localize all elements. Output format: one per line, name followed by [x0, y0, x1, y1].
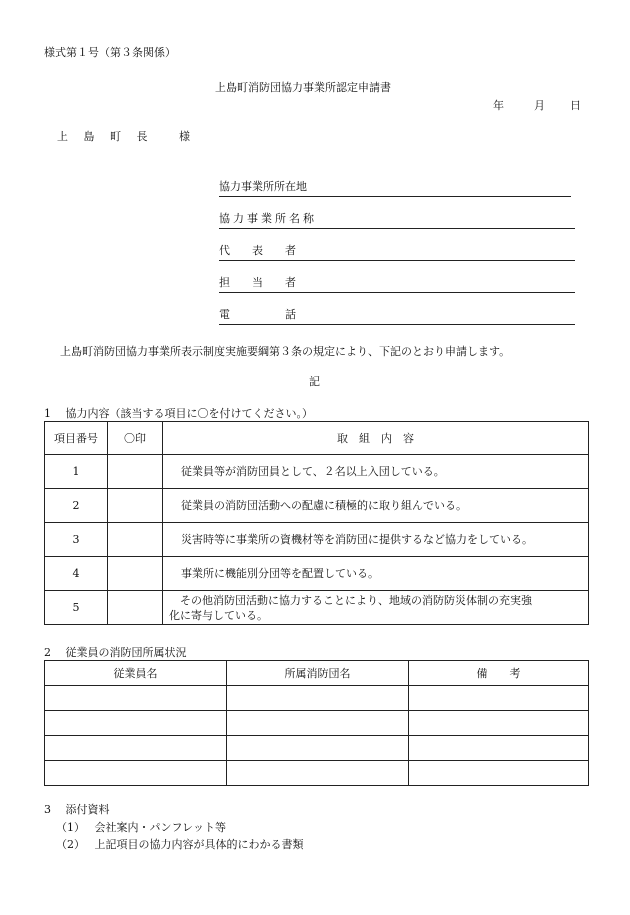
section3-heading: 3 添付資料: [44, 803, 110, 816]
attachment-item: [56, 819, 226, 835]
name-label: 協力事業所名称: [219, 212, 317, 225]
remarks-cell[interactable]: [409, 736, 589, 761]
contact-person-field[interactable]: [219, 274, 575, 293]
phone-label: 電 話: [219, 308, 296, 321]
header-mark: 〇印: [108, 422, 163, 455]
remarks-cell[interactable]: [409, 711, 589, 736]
header-content: 取 組 内 容: [163, 422, 589, 455]
intro-text: 上島町消防団協力事業所表示制度実施要綱第３条の規定により、下記のとおり申請します。: [60, 345, 511, 358]
table-row: [45, 711, 589, 736]
cooperation-table: [44, 421, 589, 625]
location-label: 協力事業所所在地: [219, 180, 307, 193]
page-title: 上島町消防団協力事業所認定申請書: [215, 81, 391, 94]
addressee-char: 島: [83, 130, 95, 143]
brigade-cell[interactable]: [227, 711, 409, 736]
ki-note: 記: [309, 375, 320, 388]
mark-cell[interactable]: [108, 523, 163, 557]
addressee: [57, 128, 190, 144]
header-number: 項目番号: [45, 422, 108, 455]
row-number: 1: [45, 455, 108, 489]
attachment-number: （1）: [56, 821, 85, 834]
employee-cell[interactable]: [45, 761, 227, 786]
row-content-line: 化に寄与している。: [169, 608, 268, 622]
employee-cell[interactable]: [45, 711, 227, 736]
attachment-text: 会社案内・パンフレット等: [94, 821, 226, 834]
table-row: [45, 736, 589, 761]
header-employee: 従業員名: [45, 661, 227, 686]
employee-cell[interactable]: [45, 686, 227, 711]
mark-cell[interactable]: [108, 455, 163, 489]
row-content: 従業員の消防団活動への配慮に積極的に取り組んでいる。: [163, 489, 589, 523]
header-brigade: 所属消防団名: [227, 661, 409, 686]
table-row: [45, 523, 589, 557]
mark-cell[interactable]: [108, 591, 163, 625]
row-number: 5: [45, 591, 108, 625]
row-number: 3: [45, 523, 108, 557]
table-row: [45, 761, 589, 786]
table-row: [45, 455, 589, 489]
table-row: [45, 557, 589, 591]
remarks-cell[interactable]: [409, 686, 589, 711]
addressee-char: 長: [136, 130, 148, 143]
row-content: 従業員等が消防団員として、２名以上入団している。: [163, 455, 589, 489]
brigade-cell[interactable]: [227, 736, 409, 761]
name-field[interactable]: [219, 210, 575, 229]
row-content: [163, 591, 589, 625]
membership-table: [44, 660, 589, 786]
attachment-text: 上記項目の協力内容が具体的にわかる書類: [94, 838, 304, 851]
addressee-char: 上: [57, 130, 68, 143]
employee-cell[interactable]: [45, 736, 227, 761]
row-number: 2: [45, 489, 108, 523]
brigade-cell[interactable]: [227, 761, 409, 786]
contact-person-label: 担 当 者: [219, 276, 296, 289]
row-content-line: その他消防団活動に協力することにより、地域の消防防災体制の充実強: [169, 593, 532, 607]
location-field[interactable]: [219, 178, 571, 197]
addressee-char: 町: [110, 130, 121, 143]
section2-heading: 2 従業員の消防団所属状況: [44, 646, 187, 659]
addressee-honorific: 様: [179, 130, 190, 143]
date-month: 月: [534, 99, 545, 112]
table-row: [45, 591, 589, 625]
form-number: 様式第１号（第３条関係）: [44, 46, 176, 59]
section1-heading: 1 協力内容（該当する項目に〇を付けてください。）: [44, 407, 313, 420]
mark-cell[interactable]: [108, 489, 163, 523]
attachment-number: （2）: [56, 838, 85, 851]
brigade-cell[interactable]: [227, 686, 409, 711]
row-number: 4: [45, 557, 108, 591]
remarks-cell[interactable]: [409, 761, 589, 786]
header-remarks: 備 考: [409, 661, 589, 686]
date-day: 日: [570, 99, 581, 112]
table-row: [45, 489, 589, 523]
row-content: 事業所に機能別分団等を配置している。: [163, 557, 589, 591]
representative-field[interactable]: [219, 242, 575, 261]
mark-cell[interactable]: [108, 557, 163, 591]
phone-field[interactable]: [219, 306, 575, 325]
representative-label: 代 表 者: [219, 244, 296, 257]
row-content: 災害時等に事業所の資機材等を消防団に提供するなど協力をしている。: [163, 523, 589, 557]
attachment-item: [56, 836, 304, 852]
table-row: [45, 686, 589, 711]
date-year: 年: [493, 99, 504, 112]
